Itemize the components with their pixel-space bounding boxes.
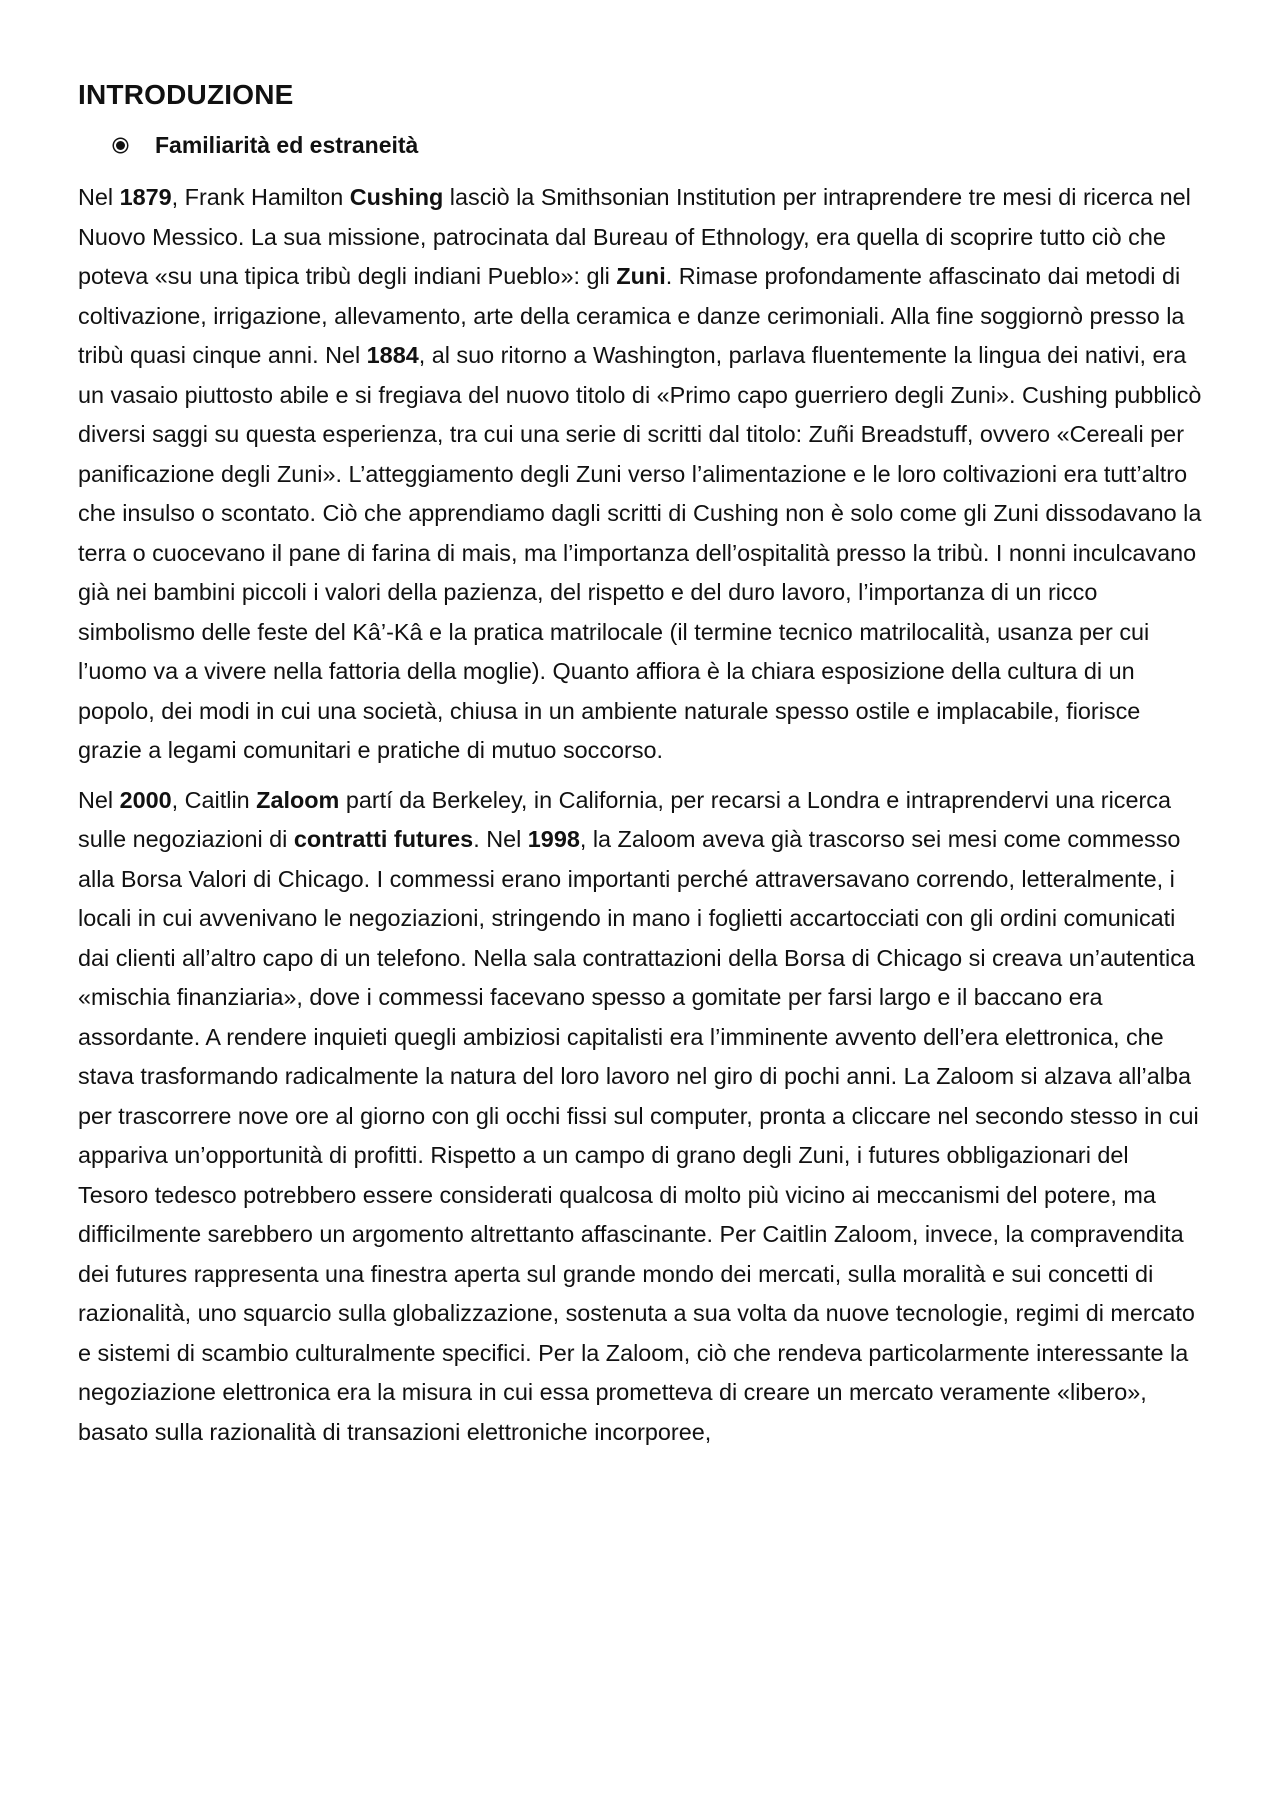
text-run: , la Zaloom aveva già trascorso sei mesi come commesso alla Borsa Valori di Chicago. I commessi erano importanti perché attraversavano correndo, letteralmente, i locali in cui avvenivano le negoziazioni, stringendo in mano i foglietti accartocciati con gli ordini comunicati dai clienti all’altro capo di un telefono. Nella sala contrattazioni della Borsa di Chicago si creava un’autentica «mischia finanziaria», dove i commessi facevano spesso a gomitate per farsi largo e il baccano era assordante. A rendere inquieti quegli ambiziosi capitalisti era l’imminente avvento dell’era elettronica, che stava trasformando radicalmente la natura del loro lavoro nel giro di pochi anni. La Zaloom si alzava all’alba per trascorrere nove ore al giorno con gli occhi fissi sul computer, pronta a cliccare nel secondo stesso in cui appariva un’opportunità di profitti. Rispetto a un campo di grano degli Zuni, i futures obbligazionari del Tesoro tedesco potrebbero essere considerati qualcosa di molto più vicino ai meccanismi del potere, ma difficilmente sarebbero un argomento altrettanto affascinante. Per Caitlin Zaloom, invece, la compravendita dei futures rappresenta una finestra aperta sul grande mondo dei mercati, sulla moralità e sui concetti di razionalità, uno squarcio sulla globalizzazione, sostenuta a sua volta da nuove tecnologie, regimi di mercato e sistemi di scambio culturalmente specifici. Per la Zaloom, ciò che rendeva particolarmente interessante la negoziazione elettronica era la misura in cui essa prometteva di creare un mercato veramente «libero», basato sulla razionalità di transazioni elettroniche incorporee, xyxy=(78,826,1199,1445)
bullet-icon xyxy=(116,141,125,150)
paragraph-cushing xyxy=(78,178,1202,771)
bold-name-zuni: Zuni xyxy=(616,263,666,289)
bold-name-cushing: Cushing xyxy=(349,184,444,210)
text-run: Nel xyxy=(78,184,120,210)
bold-year-1884: 1884 xyxy=(366,342,419,368)
text-run: partí da Berkeley, in California, per recarsi a Londra e intraprendervi una ricerca sulle negoziazioni di xyxy=(78,786,1171,852)
bold-name-zaloom: Zaloom xyxy=(256,786,340,813)
text-run: lasciò la Smithsonian Institution per intraprendere tre mesi di ricerca nel Nuovo Messico. La sua missione, patrocinata dal Bureau of Ethnology, era quella di scoprire tutto ciò che poteva «su una tipica tribù degli indiani Pueblo»: gli xyxy=(78,184,1191,289)
bold-year-1998: 1998 xyxy=(527,826,580,852)
bold-year-1879: 1879 xyxy=(119,184,172,210)
text-run: . Rimase profondamente affascinato dai metodi di coltivazione, irrigazione, allevamento, arte della ceramica e danze cerimoniali. Alla fine soggiornò presso la tribù quasi cinque anni. Nel xyxy=(78,263,1185,368)
text-run: Nel xyxy=(78,786,120,813)
bold-year-2000: 2000 xyxy=(119,786,172,813)
text-run: , Frank Hamilton xyxy=(171,184,350,210)
page-title: INTRODUZIONE xyxy=(78,79,294,110)
bold-term-futures: contratti futures xyxy=(293,826,474,852)
section-title: Familiarità ed estraneità xyxy=(155,132,419,158)
document-page xyxy=(78,78,1202,1462)
text-run: . Nel xyxy=(473,826,528,852)
text-run: , Caitlin xyxy=(171,786,257,813)
paragraph-zaloom xyxy=(78,781,1202,1453)
section-bullet xyxy=(116,130,1202,160)
text-run: , al suo ritorno a Washington, parlava fluentemente la lingua dei nativi, era un vasaio piuttosto abile e si fregiava del nuovo titolo di «Primo capo guerriero degli Zuni». Cushing pubblicò diversi saggi su questa esperienza, tra cui una serie di scritti dal titolo: Zuñi Breadstuff, ovvero «Cereali per panificazione degli Zuni». L’atteggiamento degli Zuni verso l’alimentazione e le loro coltivazioni era tutt’altro che insulso o scontato. Ciò che apprendiamo dagli scritti di Cushing non è solo come gli Zuni dissodavano la terra o cuocevano il pane di farina di mais, ma l’importanza dell’ospitalità presso la tribù. I nonni inculcavano già nei bambini piccoli i valori della pazienza, del rispetto e del duro lavoro, l’importanza di un ricco simbolismo delle feste del Kâ’-Kâ e la pratica matrilocale (il termine tecnico matrilocalità, usanza per cui l’uomo va a vivere nella fattoria della moglie). Quanto affiora è la chiara esposizione della cultura di un popolo, dei modi in cui una società, chiusa in un ambiente naturale spesso ostile e implacabile, fiorisce grazie a legami comunitari e pratiche di mutuo soccorso. xyxy=(78,342,1202,763)
